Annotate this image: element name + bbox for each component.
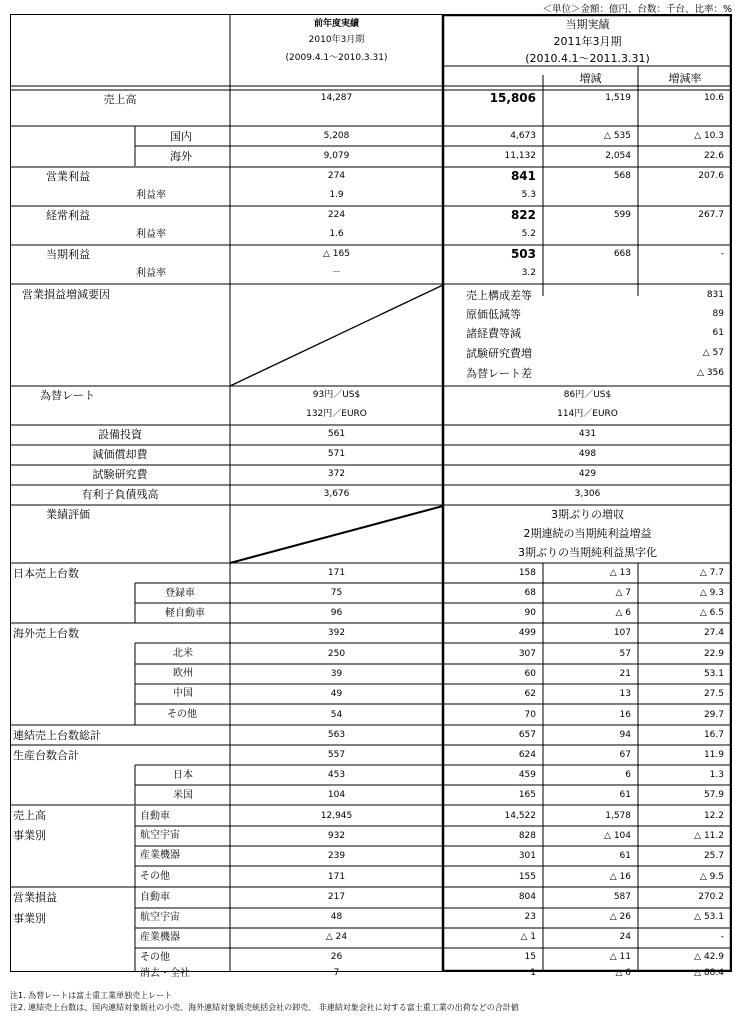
op-prev: 274 — [327, 171, 346, 181]
unit-sub-label: その他 — [167, 709, 197, 720]
segment-row-curr: 828 — [518, 831, 536, 841]
segment-row-curr: 804 — [518, 892, 536, 902]
segment-row-curr: 301 — [518, 851, 536, 861]
segment-row-curr: 14,522 — [504, 811, 536, 821]
segment-row-prev: 48 — [330, 912, 343, 922]
unit-sub-chg: 16 — [619, 710, 631, 720]
net-prev: △ 165 — [323, 249, 350, 259]
sales-rate: 10.6 — [703, 93, 724, 103]
segment-row-label: 自動車 — [140, 811, 170, 822]
unit-sub-curr: 90 — [524, 608, 536, 618]
unit-sub-rate: 1.3 — [709, 770, 724, 780]
segment-row-rate: 12.2 — [703, 811, 724, 821]
unit-sub-chg: △ 7 — [615, 588, 631, 598]
eval-label: 業績評価 — [46, 508, 90, 521]
unit-sub-label: 軽自動車 — [165, 608, 205, 619]
capex-curr: 431 — [578, 429, 597, 439]
unit-sub-curr: 68 — [524, 588, 536, 598]
fx-curr-eur: 114円／EURO — [557, 409, 618, 419]
ord-chg: 599 — [613, 210, 631, 220]
production-rate: 11.9 — [703, 750, 724, 760]
overseas-chg: 2,054 — [605, 151, 631, 161]
overseas-units-curr: 499 — [518, 628, 536, 638]
segment-row-rate: 25.7 — [703, 851, 724, 861]
production-label: 生産台数合計 — [13, 749, 79, 762]
production-prev: 557 — [327, 750, 346, 760]
overseas-units-prev: 392 — [327, 628, 346, 638]
segment-row-prev: 171 — [327, 872, 346, 882]
op-margin-curr: 5.3 — [521, 190, 536, 200]
unit-sub-rate: △ 9.3 — [699, 588, 724, 598]
factors-label: 営業損益増減要因 — [22, 288, 110, 301]
factor-name: 諸経費等減 — [466, 327, 521, 340]
unit-sub-label: 登録車 — [165, 588, 195, 599]
unit-sub-curr: 165 — [518, 790, 536, 800]
japan-units-chg: △ 13 — [609, 568, 631, 578]
factor-value: △ 57 — [702, 348, 724, 358]
segment-row-prev: 932 — [327, 831, 346, 841]
segment-row-prev: 26 — [330, 952, 343, 962]
rnd-curr: 429 — [578, 469, 597, 479]
factor-name: 売上構成差等 — [466, 289, 532, 302]
segment-row-chg: △ 16 — [609, 872, 631, 882]
ord-margin-label: 利益率 — [136, 229, 166, 240]
footnote: 注1. 為替レートは富士重工業単独売上レート — [10, 991, 173, 1000]
unit-note: ＜単位＞金額：億円、台数：千台、比率：% — [542, 4, 732, 15]
segment-row-rate: - — [720, 932, 724, 942]
segment-row-curr: 15 — [524, 952, 536, 962]
overseas-units-chg: 107 — [613, 628, 631, 638]
unit-sub-curr: 62 — [524, 689, 536, 699]
factor-name: 原価低減等 — [466, 308, 521, 321]
footnote: 注2. 連結売上台数は、国内連結対象販社の小売、海外連結対象販売統括会社の卸売、 非連結対象会社に対する富士重工業の出荷などの合計値 — [10, 1003, 519, 1012]
net-margin-label: 利益率 — [136, 268, 166, 279]
depreciation-curr: 498 — [578, 449, 597, 459]
header-rate: 増減率 — [668, 72, 702, 85]
sales-curr: 15,806 — [489, 91, 536, 105]
net-rate: - — [720, 249, 724, 259]
unit-sub-label: 米国 — [173, 790, 193, 801]
unit-sub-chg: 61 — [619, 790, 631, 800]
segment-row-prev: 12,945 — [320, 811, 353, 821]
ord-prev: 224 — [327, 210, 346, 220]
depreciation-label: 減価償却費 — [92, 448, 148, 461]
total-units-chg: 94 — [619, 730, 631, 740]
segment-row-chg: 24 — [619, 932, 631, 942]
factor-value: 89 — [712, 309, 724, 319]
segment-row-chg: 1,578 — [605, 811, 631, 821]
segment-sales-sublabel: 事業別 — [13, 829, 46, 842]
unit-sub-curr: 459 — [518, 770, 536, 780]
unit-sub-rate: 53.1 — [703, 669, 724, 679]
unit-sub-chg: 21 — [619, 669, 631, 679]
domestic-rate: △ 10.3 — [694, 131, 724, 141]
net-curr: 503 — [510, 247, 536, 261]
rnd-prev: 372 — [327, 469, 346, 479]
net-label: 当期利益 — [46, 248, 90, 261]
segment-row-prev: 239 — [327, 851, 346, 861]
unit-sub-prev: 453 — [327, 770, 346, 780]
eval-line: 3期ぶりの増収 — [551, 508, 624, 521]
domestic-chg: △ 535 — [604, 131, 631, 141]
unit-sub-rate: 22.9 — [703, 649, 724, 659]
segment-row-label: その他 — [140, 952, 170, 963]
unit-sub-prev: 96 — [330, 608, 343, 618]
unit-sub-curr: 307 — [518, 649, 536, 659]
factor-value: 61 — [712, 328, 724, 338]
unit-sub-prev: 250 — [327, 649, 346, 659]
op-curr: 841 — [510, 169, 536, 183]
total-units-label: 連結売上台数総計 — [13, 729, 101, 742]
unit-sub-prev: 75 — [330, 588, 343, 598]
segment-sales-label: 売上高 — [13, 809, 46, 822]
segment-row-label: 自動車 — [140, 892, 170, 903]
segment-row-prev: 7 — [333, 968, 340, 978]
segment-row-prev: △ 24 — [325, 932, 348, 942]
ord-curr: 822 — [510, 208, 536, 222]
unit-sub-prev: 39 — [330, 669, 343, 679]
domestic-prev: 5,208 — [323, 131, 350, 141]
fx-prev-usd: 93円／US$ — [312, 390, 361, 400]
header-prev-title: 前年度実績 — [313, 19, 359, 29]
header-curr-range: (2010.4.1～2011.3.31) — [525, 52, 650, 65]
segment-row-chg: △ 26 — [609, 912, 631, 922]
domestic-label: 国内 — [170, 130, 192, 143]
net-chg: 668 — [613, 249, 631, 259]
factor-name: 為替レート差 — [466, 367, 532, 380]
overseas-prev: 9,079 — [323, 151, 350, 161]
fx-prev-eur: 132円／EURO — [306, 409, 367, 419]
ord-margin-curr: 5.2 — [521, 229, 536, 239]
segment-row-chg: 587 — [613, 892, 631, 902]
overseas-units-label: 海外売上台数 — [13, 627, 79, 640]
ord-rate: 267.7 — [698, 210, 724, 220]
segment-row-prev: 217 — [327, 892, 346, 902]
segment-row-label: 消去・全社 — [140, 968, 190, 979]
segment-row-curr: 23 — [524, 912, 536, 922]
op-margin-prev: 1.9 — [329, 190, 344, 200]
footnotes — [10, 990, 519, 1014]
capex-label: 設備投資 — [98, 428, 142, 441]
ord-label: 経常利益 — [46, 209, 90, 222]
debt-label: 有利子負債残高 — [81, 488, 159, 501]
net-margin-curr: 3.2 — [521, 268, 536, 278]
op-margin-label: 利益率 — [136, 190, 166, 201]
unit-sub-chg: 6 — [625, 770, 631, 780]
op-label: 営業利益 — [46, 170, 90, 183]
unit-sub-chg: △ 6 — [615, 608, 631, 618]
unit-sub-curr: 60 — [524, 669, 536, 679]
production-curr: 624 — [518, 750, 536, 760]
segment-row-curr: 155 — [518, 872, 536, 882]
segment-row-rate: 270.2 — [698, 892, 724, 902]
header-change: 増減 — [579, 72, 602, 85]
segment-row-label: 産業機器 — [140, 932, 180, 943]
rnd-label: 試験研究費 — [92, 468, 148, 481]
total-units-prev: 563 — [327, 730, 346, 740]
overseas-rate: 22.6 — [703, 151, 724, 161]
unit-sub-curr: 70 — [524, 710, 536, 720]
segment-row-chg: △ 11 — [609, 952, 631, 962]
unit-sub-rate: 29.7 — [703, 710, 724, 720]
segment-row-rate: △ 42.9 — [694, 952, 724, 962]
overseas-units-rate: 27.4 — [703, 628, 724, 638]
debt-curr: 3,306 — [574, 489, 601, 499]
ord-margin-prev: 1.6 — [329, 229, 344, 239]
segment-row-chg: △ 6 — [615, 968, 631, 978]
eval-line: 2期連続の当期純利益増益 — [523, 527, 652, 540]
segment-row-rate: △ 53.1 — [694, 912, 724, 922]
header-curr-title: 当期実績 — [565, 18, 610, 31]
net-margin-prev: － — [331, 268, 341, 278]
depreciation-prev: 571 — [327, 449, 346, 459]
header-prev-range: (2009.4.1～2010.3.31) — [285, 53, 388, 63]
segment-row-label: 航空宇宙 — [140, 830, 180, 841]
factor-name: 試験研究費増 — [466, 347, 532, 360]
unit-sub-chg: 13 — [619, 689, 631, 699]
capex-prev: 561 — [327, 429, 346, 439]
op-rate: 207.6 — [698, 171, 724, 181]
header-prev-period: 2010年3月期 — [308, 35, 365, 45]
segment-row-rate: △ 11.2 — [694, 831, 724, 841]
segment-row-label: その他 — [140, 871, 170, 882]
japan-units-curr: 158 — [518, 568, 536, 578]
domestic-curr: 4,673 — [510, 131, 536, 141]
unit-sub-prev: 54 — [330, 710, 343, 720]
overseas-curr: 11,132 — [504, 151, 536, 161]
unit-sub-prev: 104 — [327, 790, 346, 800]
factor-value: △ 356 — [697, 368, 724, 378]
sales-prev: 14,287 — [320, 93, 353, 103]
segment-row-rate: △ 9.5 — [699, 872, 724, 882]
unit-sub-rate: △ 6.5 — [699, 608, 724, 618]
unit-sub-label: 中国 — [173, 688, 193, 699]
japan-units-rate: △ 7.7 — [699, 568, 724, 578]
unit-sub-prev: 49 — [330, 689, 343, 699]
total-units-rate: 16.7 — [703, 730, 724, 740]
sales-label: 売上高 — [103, 93, 137, 106]
segment-row-curr: △ 1 — [520, 932, 536, 942]
unit-sub-rate: 27.5 — [703, 689, 724, 699]
fx-curr-usd: 86円／US$ — [563, 390, 612, 400]
unit-sub-label: 日本 — [173, 770, 193, 781]
segment-row-curr: 1 — [530, 968, 536, 978]
fx-label: 為替レート — [40, 389, 95, 402]
total-units-curr: 657 — [518, 730, 536, 740]
factor-value: 831 — [706, 290, 724, 300]
unit-sub-label: 北米 — [173, 648, 193, 659]
unit-sub-chg: 57 — [619, 649, 631, 659]
results-table — [10, 14, 732, 972]
production-chg: 67 — [619, 750, 631, 760]
unit-sub-rate: 57.9 — [703, 790, 724, 800]
segment-row-chg: △ 104 — [604, 831, 631, 841]
segment-op-label: 営業損益 — [13, 891, 57, 904]
debt-prev: 3,676 — [323, 489, 350, 499]
sales-chg: 1,519 — [605, 93, 631, 103]
segment-op-sublabel: 事業別 — [13, 912, 46, 925]
unit-sub-label: 欧州 — [173, 668, 193, 679]
segment-row-label: 産業機器 — [140, 850, 180, 861]
eval-line: 3期ぶりの当期純利益黒字化 — [518, 546, 657, 559]
header-curr-period: 2011年3月期 — [553, 35, 622, 48]
op-chg: 568 — [613, 171, 631, 181]
japan-units-label: 日本売上台数 — [13, 567, 79, 580]
japan-units-prev: 171 — [327, 568, 346, 578]
segment-row-label: 航空宇宙 — [140, 912, 180, 923]
overseas-label: 海外 — [170, 150, 192, 163]
segment-row-rate: △ 88.4 — [694, 968, 724, 978]
segment-row-chg: 61 — [619, 851, 631, 861]
